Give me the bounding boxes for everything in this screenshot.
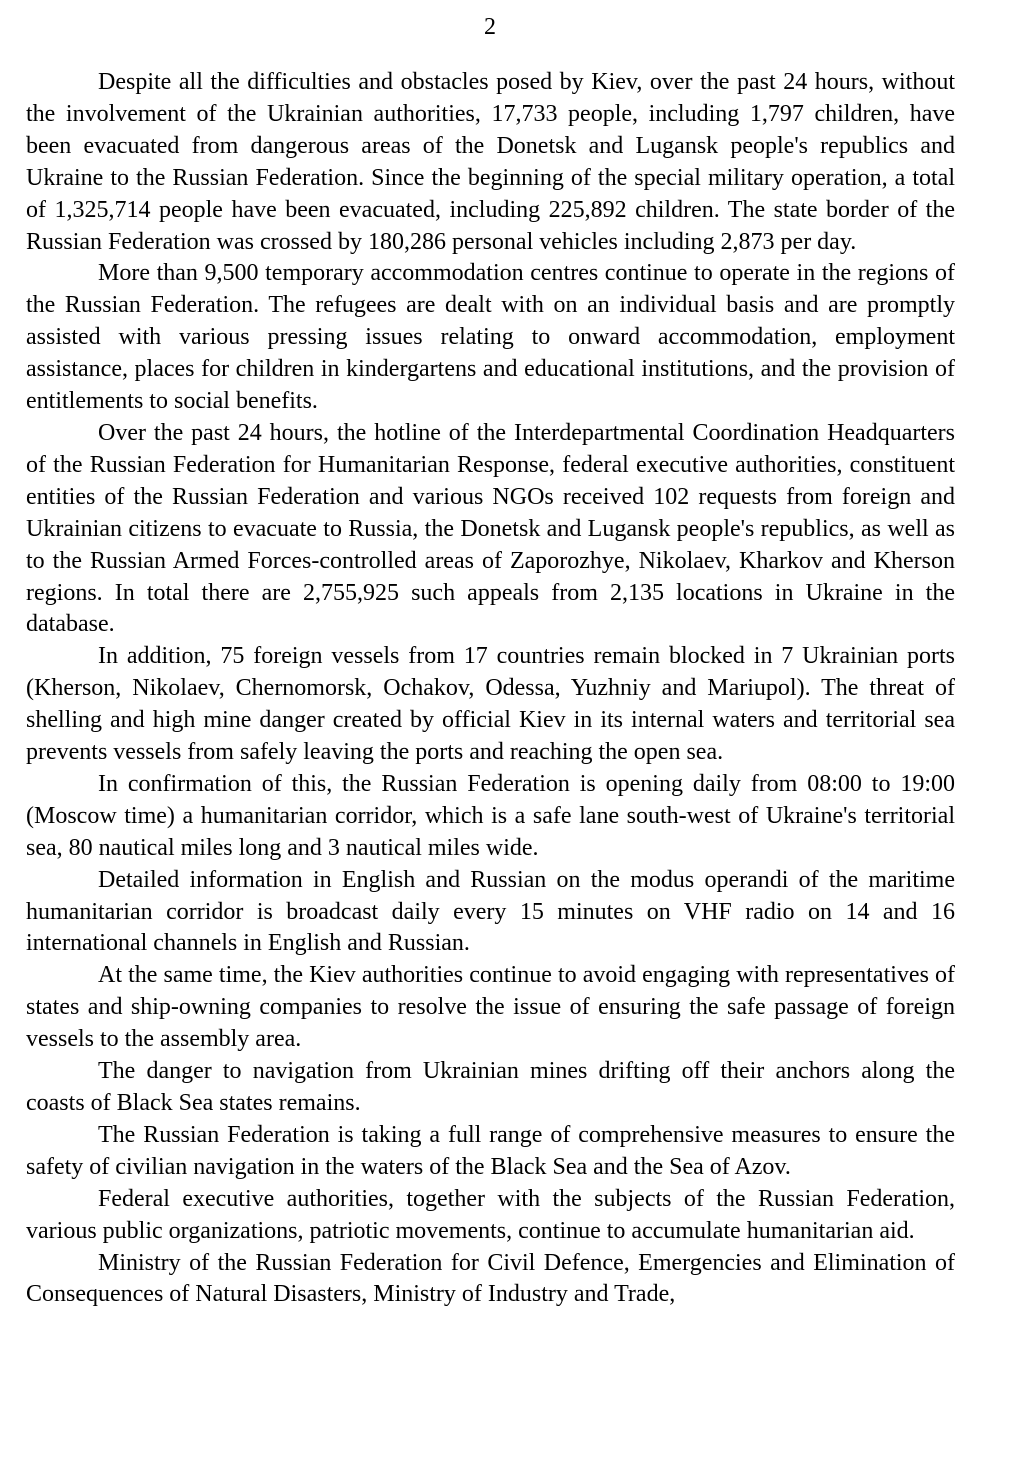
- paragraph-mine-danger: The danger to navigation from Ukrainian mines drifting off their anchors along the coasts of Black Sea states remains.: [26, 1058, 955, 1116]
- page-number: 2: [484, 14, 496, 40]
- paragraph-humanitarian-aid: Federal executive authorities, together with the subjects of the Russian Federation, various public organizations, patriotic movements, continue to accumulate humanitarian aid.: [26, 1185, 955, 1244]
- document-body: [26, 67, 955, 1311]
- paragraph-hotline-requests: Over the past 24 hours, the hotline of the Interdepartmental Coordination Headquarters of the Russian Federation for Humanitarian Response, federal executive authorities, constituent entities of the Russian Federation and various NGOs received 102 requests from foreign and Ukrainian citizens to evacuate to Russia, the Donetsk and Lugansk people's republics, as well as to the Russian Armed Forces-controlled areas of Zaporozhye, Nikolaev, Kharkov and Kherson regions. In total there are 2,755,925 such appeals from 2,135 locations in Ukraine in the database.: [26, 419, 955, 638]
- paragraph-vhf-broadcast: Detailed information in English and Russian on the modus operandi of the maritime humanitarian corridor is broadcast daily every 15 minutes on VHF radio on 14 and 16 international channels in English and Russian.: [26, 866, 955, 957]
- paragraph-kiev-authorities: At the same time, the Kiev authorities continue to avoid engaging with representatives of states and ship-owning companies to resolve the issue of ensuring the safe passage of foreign vessels to the assembly area.: [26, 962, 955, 1053]
- paragraph-navigation-safety: The Russian Federation is taking a full range of comprehensive measures to ensure the safety of civilian navigation in the waters of the Black Sea and the Sea of Azov.: [26, 1121, 955, 1180]
- paragraph-ministries: Ministry of the Russian Federation for Civil Defence, Emergencies and Elimination of Consequences of Natural Disasters, Ministry of Industry and Trade,: [26, 1249, 955, 1308]
- paragraph-accommodation-centres: More than 9,500 temporary accommodation centres continue to operate in the regions of the Russian Federation. The refugees are dealt with on an individual basis and are promptly assisted with various pressing issues relating to onward accommodation, employment assistance, places for children in kindergartens and educational institutions, and the provision of entitlements to social benefits.: [26, 260, 955, 415]
- paragraph-humanitarian-corridor: In confirmation of this, the Russian Federation is opening daily from 08:00 to 19:00 (Moscow time) a humanitarian corridor, which is a safe lane south-west of Ukraine's territorial sea, 80 nautical miles long and 3 nautical miles wide.: [26, 770, 955, 861]
- paragraph-blocked-vessels: In addition, 75 foreign vessels from 17 countries remain blocked in 7 Ukrainian ports (Kherson, Nikolaev, Chernomorsk, Ochakov, Odessa, Yuzhniy and Mariupol). The threat of shelling and high mine danger created by official Kiev in its internal waters and territorial sea prevents vessels from safely leaving the ports and reaching the open sea.: [26, 643, 955, 766]
- paragraph-evacuation-figures: Despite all the difficulties and obstacles posed by Kiev, over the past 24 hours, without the involvement of the Ukrainian authorities, 17,733 people, including 1,797 children, have been evacuated from dangerous areas of the Donetsk and Lugansk people's republics and Ukraine to the Russian Federation. Since the beginning of the special military operation, a total of 1,325,714 people have been evacuated, including 225,892 children. The state border of the Russian Federation was crossed by 180,286 personal vehicles including 2,873 per day.: [26, 69, 955, 255]
